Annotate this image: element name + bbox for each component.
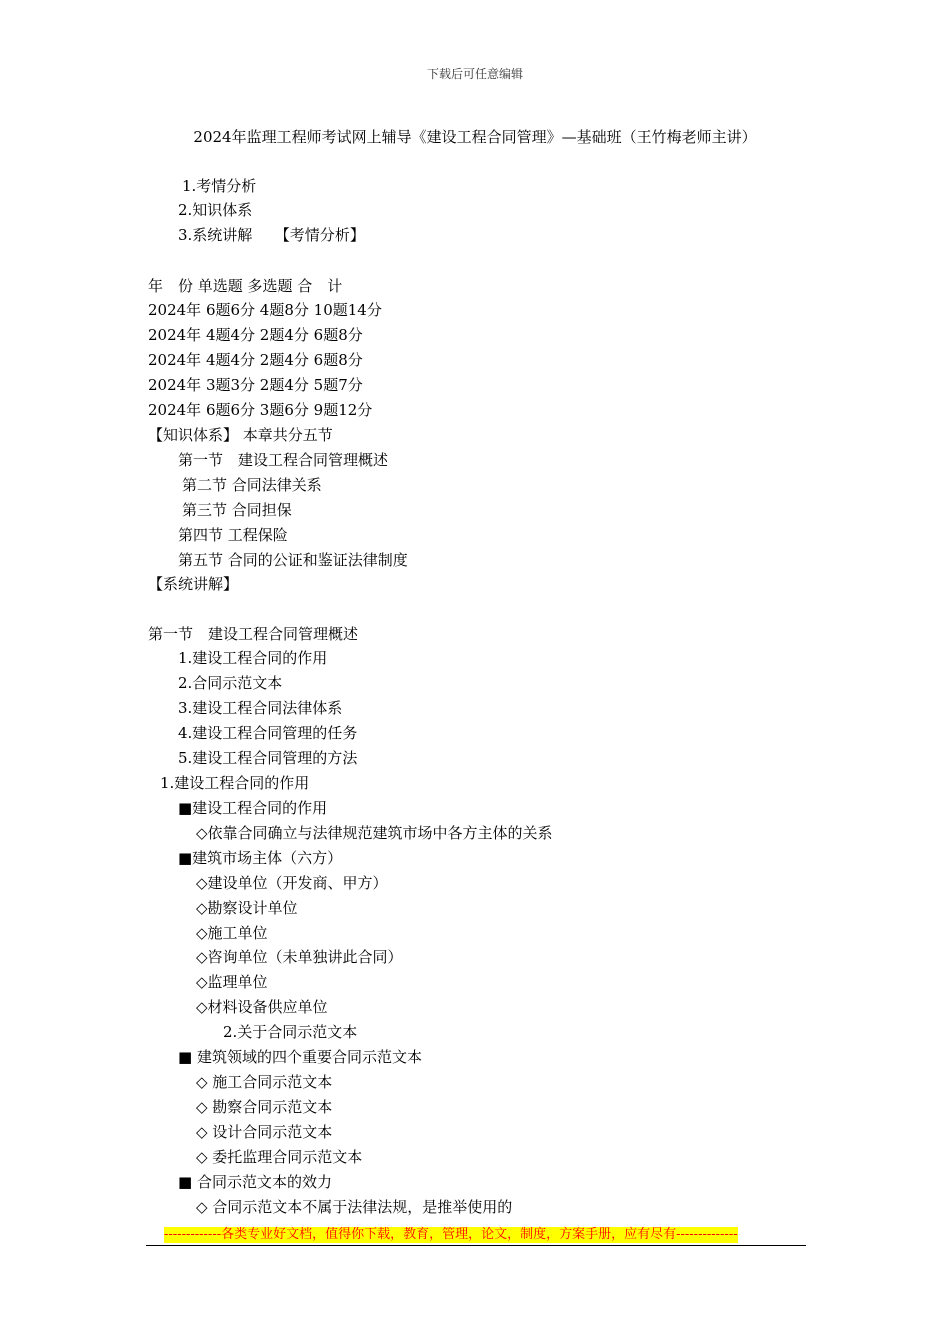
subsection-heading: 1.建设工程合同的作用: [160, 774, 310, 792]
outline-item: 2.合同示范文本: [178, 674, 283, 692]
bullet-diamond: ◇ 施工合同示范文本: [196, 1073, 333, 1091]
bullet-square: ■建设工程合同的作用: [178, 799, 328, 817]
bullet-square: ■建筑市场主体（六方）: [178, 849, 343, 867]
outline-item: 4.建设工程合同管理的任务: [178, 724, 358, 742]
chapter-section-item: 第二节 合同法律关系: [182, 476, 322, 494]
bullet-diamond: ◇ 勘察合同示范文本: [196, 1098, 333, 1116]
exam-table-header: 年 份 单选题 多选题 合 计: [148, 277, 343, 295]
toc-item: 1.考情分析: [182, 177, 257, 195]
subsection-heading: 2.关于合同示范文本: [223, 1023, 358, 1041]
bullet-diamond: ◇ 委托监理合同示范文本: [196, 1148, 363, 1166]
toc-item: 3.系统讲解 【考情分析】: [178, 226, 365, 244]
bullet-diamond: ◇勘察设计单位: [196, 899, 298, 917]
bullet-diamond: ◇施工单位: [196, 924, 268, 942]
chapter-section-item: 第五节 合同的公证和鉴证法律制度: [178, 551, 408, 569]
bullet-square: ■ 合同示范文本的效力: [178, 1173, 332, 1191]
document-title: 2024年监理工程师考试网上辅导《建设工程合同管理》—基础班（王竹梅老师主讲）: [193, 128, 757, 146]
bullet-diamond: ◇ 合同示范文本不属于法律法规，是推举使用的: [196, 1198, 513, 1216]
toc-item: 2.知识体系: [178, 201, 253, 219]
bullet-diamond: ◇ 设计合同示范文本: [196, 1123, 333, 1141]
exam-table-row: 2024年 4题4分 2题4分 6题8分: [148, 326, 363, 344]
exam-table-row: 2024年 3题3分 2题4分 5题7分: [148, 376, 363, 394]
exam-table-row: 2024年 6题6分 3题6分 9题12分: [148, 401, 373, 419]
section-heading: 【系统讲解】: [148, 575, 239, 593]
outline-item: 3.建设工程合同法律体系: [178, 699, 343, 717]
chapter-section-item: 第四节 工程保险: [178, 526, 288, 544]
bullet-diamond: ◇依靠合同确立与法律规范建筑市场中各方主体的关系: [196, 824, 553, 842]
page-header: 下载后可任意编辑: [426, 67, 523, 81]
section-heading: 【知识体系】 本章共分五节: [148, 426, 333, 444]
exam-table-row: 2024年 4题4分 2题4分 6题8分: [148, 351, 363, 369]
chapter-section-item: 第三节 合同担保: [182, 501, 292, 519]
exam-table-row: 2024年 6题6分 4题8分 10题14分: [148, 301, 382, 319]
chapter-section-item: 第一节 建设工程合同管理概述: [178, 451, 389, 469]
bullet-diamond: ◇材料设备供应单位: [196, 998, 328, 1016]
footer-divider: [146, 1245, 806, 1246]
bullet-diamond: ◇建设单位（开发商、甲方）: [196, 874, 388, 892]
bullet-diamond: ◇咨询单位（未单独讲此合同）: [196, 948, 403, 966]
outline-item: 5.建设工程合同管理的方法: [178, 749, 358, 767]
section-heading: 第一节 建设工程合同管理概述: [148, 625, 359, 643]
outline-item: 1.建设工程合同的作用: [178, 649, 328, 667]
bullet-diamond: ◇监理单位: [196, 973, 268, 991]
footer-banner: -------------各类专业好文档，值得你下载，教育，管理，论文，制度，方案手册，应有尽有--------------: [164, 1227, 738, 1242]
bullet-square: ■ 建筑领域的四个重要合同示范文本: [178, 1048, 422, 1066]
